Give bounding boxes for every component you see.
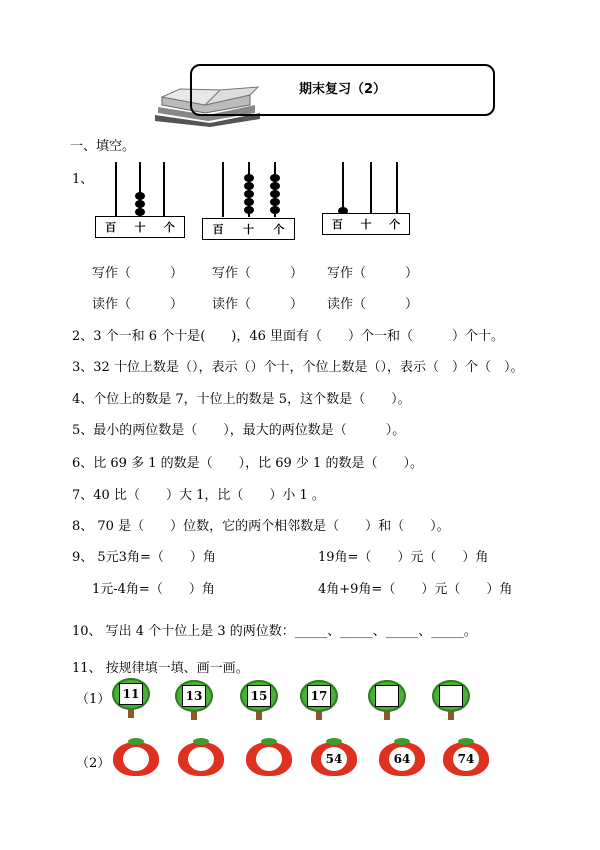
apple-5: [379, 738, 425, 776]
apple-3: [246, 738, 292, 776]
question-9-row1a: 9、 5元3角=（ ）角: [72, 550, 216, 565]
read-3: 读作（ ）: [327, 297, 419, 312]
question-6: 6、比 69 多 1 的数是（ ），比 69 少 1 的数是（ ）。: [72, 456, 423, 471]
apple-number: [123, 747, 149, 771]
apple-number: 64: [389, 747, 415, 771]
question-10: 10、 写出 4 个十位上是 3 的两位数：_____、_____、_____、_____。: [72, 624, 477, 639]
q11-row1-label: （1）: [76, 692, 111, 707]
question-9-row1b: 19角=（ ）元（ ）角: [318, 550, 489, 565]
question-8: 8、 70 是（ ）位数，它的两个相邻数是（ ）和（ ）。: [72, 519, 450, 534]
tree-number: [439, 685, 463, 707]
q1-label: 1、: [72, 172, 94, 187]
q11-row2-label: （2）: [76, 756, 111, 771]
abacus-2: 百 十 个: [202, 162, 295, 242]
tree-4: [300, 680, 338, 720]
tree-1: [112, 678, 150, 718]
tree-number: [375, 685, 399, 707]
tree-number: 11: [119, 683, 143, 705]
apple-6: [443, 738, 489, 776]
write-2: 写作（ ）: [212, 266, 304, 281]
question-3: 3、32 十位上数是（），表示（）个十，个位上数是（），表示（ ）个（ ）。: [72, 360, 524, 375]
tree-2: [175, 680, 213, 720]
tree-number: 15: [247, 685, 271, 707]
apple-1: [113, 738, 159, 776]
title-box: [190, 64, 495, 116]
apple-4: [311, 738, 357, 776]
apple-number: [256, 747, 282, 771]
apple-number: 74: [453, 747, 479, 771]
apple-2: [178, 738, 224, 776]
question-7: 7、40 比（ ）大 1，比（ ）小 1 。: [72, 488, 325, 503]
question-9-row2a: 1元-4角=（ ）角: [92, 582, 215, 597]
question-5: 5、最小的两位数是（ ），最大的两位数是（ ）。: [72, 423, 406, 438]
read-2: 读作（ ）: [212, 297, 304, 312]
tree-number: 13: [182, 685, 206, 707]
section-heading: 一、填空。: [70, 139, 136, 154]
tree-3: [240, 680, 278, 720]
tree-5: [368, 680, 406, 720]
question-9-row2b: 4角+9角=（ ）元（ ）角: [318, 582, 513, 597]
tree-number: 17: [307, 685, 331, 707]
apple-number: [188, 747, 214, 771]
question-2: 2、3 个一和 6 个十是( )，46 里面有（ ）个一和（ ）个十。: [72, 329, 505, 344]
abacus-1: 百 十 个: [95, 162, 185, 242]
write-1: 写作（ ）: [92, 266, 184, 281]
tree-6: [432, 680, 470, 720]
read-1: 读作（ ）: [92, 297, 184, 312]
abacus-3: 百 十 个: [322, 162, 410, 242]
question-11: 11、 按规律填一填、画一画。: [72, 661, 249, 676]
apple-number: 54: [321, 747, 347, 771]
page-title: 期末复习（2）: [298, 82, 387, 97]
write-3: 写作（ ）: [327, 266, 419, 281]
question-4: 4、个位上的数是 7，十位上的数是 5，这个数是（ ）。: [72, 392, 411, 407]
